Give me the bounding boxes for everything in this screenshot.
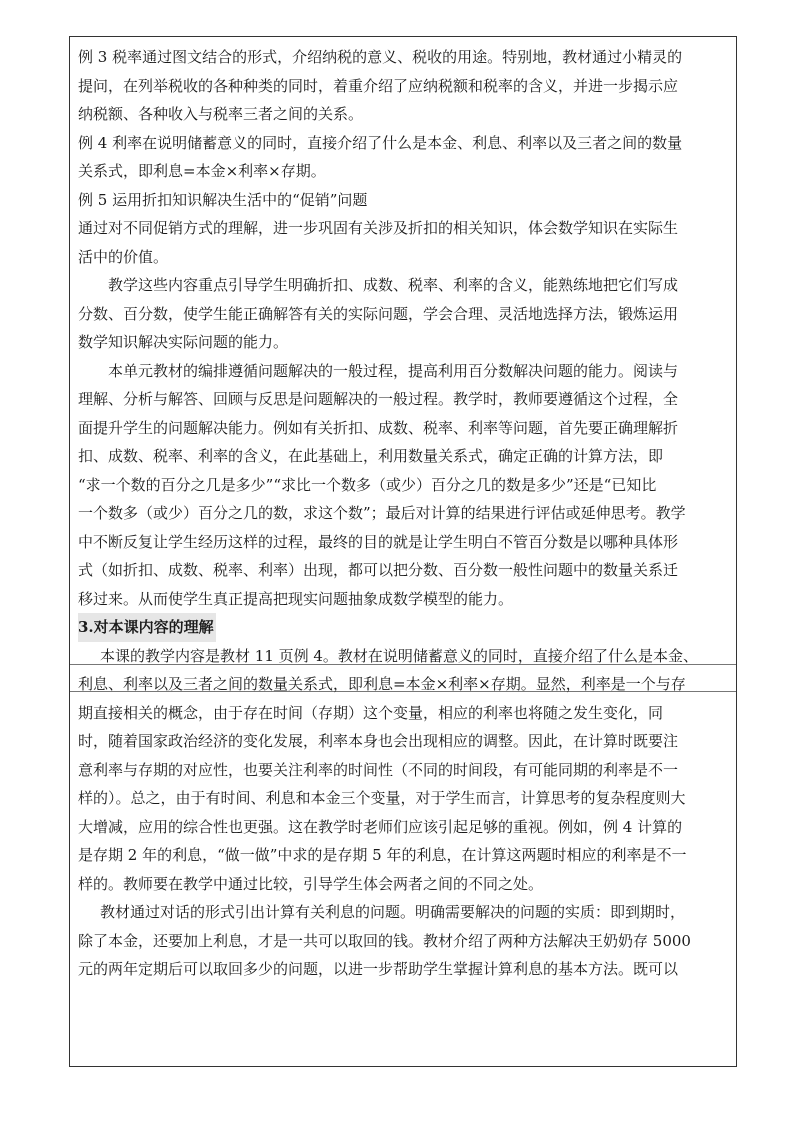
- text-line: 活中的价值。: [78, 247, 169, 266]
- text-line: “求一个数的百分之几是多少”“求比一个数多（或少）百分之几的数是多少”还是“已知比: [78, 475, 657, 494]
- text-line: 教材通过对话的形式引出计算有关利息的问题。明确需要解决的问题的实质：即到期时，: [100, 903, 686, 921]
- text-line: 移过来。从而使学生真正提高把现实问题抽象成数学模型的能力。: [78, 589, 514, 608]
- text-line: 一个数多（或少）百分之几的数，求这个数”；最后对计算的结果进行评估或延伸思考。教学: [78, 504, 686, 522]
- text-line: 通过对不同促销方式的理解，进一步巩固有关涉及折扣的相关知识，体会数学知识在实际生: [78, 219, 679, 237]
- text-line: 期直接相关的概念，由于存在时间（存期）这个变量，相应的利率也将随之发生变化，同: [78, 703, 664, 722]
- paragraph-promotion: [78, 214, 730, 271]
- text-line: 是存期 2 年的利息，“做一做”中求的是存期 5 年的利息，在计算这两题时相应的利率是不一: [78, 846, 687, 864]
- document-body: [78, 43, 730, 984]
- text-line: 例 5 运用折扣知识解决生活中的“促销”问题: [78, 190, 368, 209]
- text-line: 提问，在列举税收的各种种类的同时，着重介绍了应纳税额和税率的含义，并进一步揭示应: [78, 76, 679, 95]
- paragraph-dialogue: [78, 898, 730, 984]
- text-line: 本课的教学内容是教材 11 页例 4。教材在说明储蓄意义的同时，直接介绍了什么是本金、: [100, 646, 698, 665]
- text-line: 样的。教师要在教学中通过比较，引导学生体会两者之间的不同之处。: [78, 874, 544, 893]
- text-line: 大增减，应用的综合性也更强。这在教学时老师们应该引起足够的重视。例如，例 4 计算的: [78, 817, 683, 836]
- content-table-cell: [69, 36, 737, 1067]
- text-line: 数学知识解决实际问题的能力。: [78, 333, 289, 351]
- text-line: 意利率与存期的对应性，也要关注利率的时间性（不同的时间段，有可能同期的利率是不一: [78, 760, 679, 779]
- text-line: 样的）。总之，由于有时间、利息和本金三个变量，对于学生而言，计算思考的复杂程度则大: [78, 789, 686, 807]
- paragraph-example-3: [78, 43, 730, 129]
- section-heading-text: 3.对本课内容的理解: [78, 613, 216, 642]
- text-line: 例 3 税率通过图文结合的形式，介绍纳税的意义、税收的用途。特别地，教材通过小精灵的: [78, 48, 683, 66]
- paragraph-unit-design: [78, 357, 730, 614]
- text-line: 本单元教材的编排遵循问题解决的一般过程，提高利用百分数解决问题的能力。阅读与: [108, 361, 679, 380]
- paragraph-teaching-focus: [78, 271, 730, 357]
- paragraph-example-4: [78, 129, 730, 186]
- text-line: 分数、百分数，使学生能正确解答有关的实际问题，学会合理、灵活地选择方法，锻炼运用: [78, 304, 679, 323]
- text-line: 中不断反复让学生经历这样的过程，最终的目的就是让学生明白不管百分数是以哪种具体形: [78, 532, 679, 551]
- text-line: 理解、分析与解答、回顾与反思是问题解决的一般过程。教学时，教师要遵循这个过程，全: [78, 390, 679, 408]
- text-line: 除了本金，还要加上利息，才是一共可以取回的钱。教材介绍了两种方法解决王奶奶存 5000: [78, 931, 691, 950]
- text-line: 纳税额、各种收入与税率三者之间的关系。: [78, 105, 364, 123]
- paragraph-example-5: [78, 186, 730, 215]
- text-line: 关系式，即利息=本金×利率×存期。: [78, 162, 326, 180]
- section-heading: [78, 613, 730, 642]
- text-line: 扣、成数、税率、利率的含义，在此基础上，利用数量关系式，确定正确的计算方法，即: [78, 447, 664, 465]
- text-line: 例 4 利率在说明储蓄意义的同时，直接介绍了什么是本金、利息、利率以及三者之间的数量: [78, 133, 683, 152]
- paragraph-lesson-content: [78, 642, 730, 899]
- text-line: 时，随着国家政治经济的变化发展，利率本身也会出现相应的调整。因此，在计算时既要注: [78, 732, 679, 750]
- text-line: 元的两年定期后可以取回多少的问题，以进一步帮助学生掌握计算利息的基本方法。既可以: [78, 960, 679, 978]
- text-line: 教学这些内容重点引导学生明确折扣、成数、税率、利率的含义，能熟练地把它们写成: [108, 276, 679, 294]
- text-line: 利息、利率以及三者之间的数量关系式，即利息=本金×利率×存期。显然，利率是一个与存: [78, 675, 686, 693]
- text-line: 式（如折扣、成数、税率、利率）出现，都可以把分数、百分数一般性问题中的数量关系迁: [78, 561, 679, 579]
- text-line: 面提升学生的问题解决能力。例如有关折扣、成数、税率、利率等问题，首先要正确理解折: [78, 418, 679, 437]
